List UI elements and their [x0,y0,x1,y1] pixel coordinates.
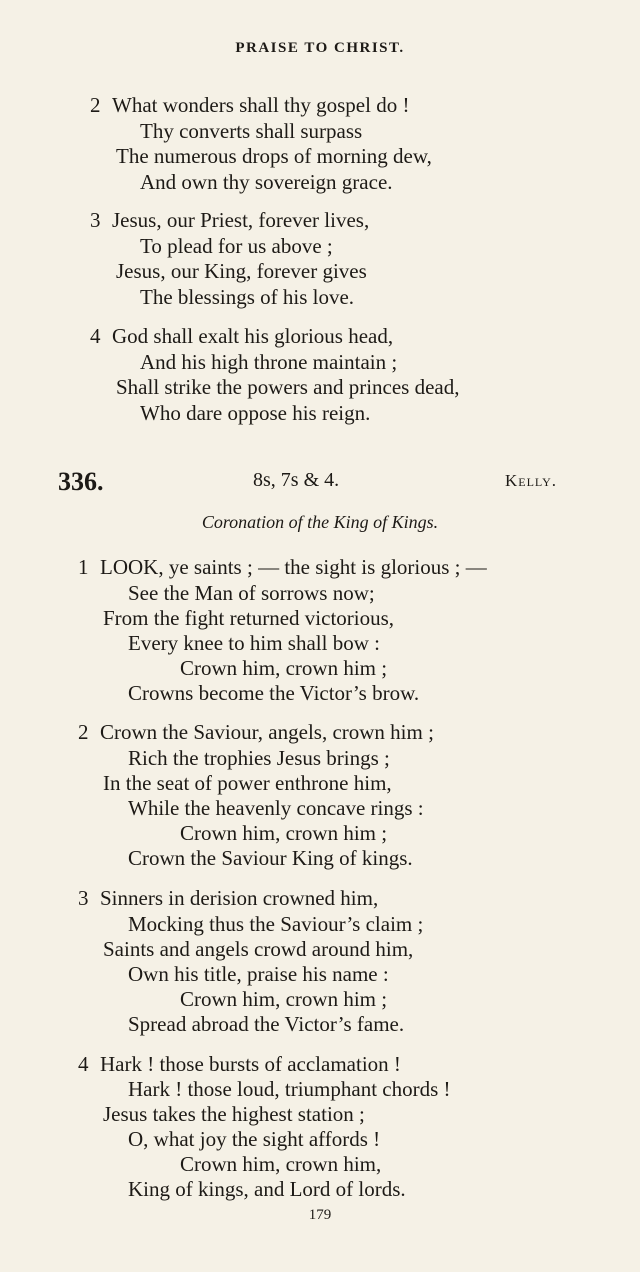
stanza-number: 2 [78,720,89,744]
page-number: 179 [308,1207,332,1223]
stanza-number: 1 [78,555,89,579]
hymn-title: Coronation of the King of Kings. [201,512,439,532]
stanza-line: The blessings of his love. [140,285,355,309]
stanza-line: Jesus takes the highest station ; [103,1102,365,1126]
stanza-line: And his high throne maintain ; [140,350,398,374]
stanza-line: 3 Sinners in derision crowned him, [78,886,379,910]
stanza-number: 3 [78,886,89,910]
running-header: PRAISE TO CHRIST. [235,40,405,56]
refrain-line: Crown him, crown him ; [180,821,388,845]
stanza-line: Crown the Saviour King of kings. [128,846,413,870]
hymn-number: 336. [58,467,104,496]
stanza-line: 4 God shall exalt his glorious head, [90,324,394,348]
stanza-number: 4 [78,1052,89,1076]
stanza-line: Jesus, our King, forever gives [116,259,367,283]
stanza-line: Thy converts shall surpass [140,119,363,143]
stanza-line: 1 LOOK, ye saints ; — the sight is glorious ; — [78,555,487,579]
stanza-line: Shall strike the powers and princes dead, [116,375,460,399]
stanza-line: Who dare oppose his reign. [140,401,371,425]
stanza-line: 4 Hark ! those bursts of acclamation ! [78,1052,401,1076]
stanza-line: Mocking thus the Saviour’s claim ; [128,912,424,936]
stanza-line: Own his title, praise his name : [128,962,389,986]
stanza-line: O, what joy the sight affords ! [128,1127,381,1151]
stanza-number: 4 [90,324,101,348]
stanza-line: While the heavenly concave rings : [128,796,424,820]
stanza-line: In the seat of power enthrone him, [103,771,392,795]
stanza-line: To plead for us above ; [140,234,333,258]
stanza-line: Spread abroad the Victor’s fame. [128,1012,405,1036]
stanza-line: Every knee to him shall bow : [128,631,380,655]
stanza-line: And own thy sovereign grace. [140,170,393,194]
stanza-number: 3 [90,208,101,232]
stanza-line: The numerous drops of morning dew, [116,144,432,168]
stanza-line: Hark ! those loud, triumphant chords ! [128,1077,451,1101]
stanza-line: King of kings, and Lord of lords. [128,1177,406,1201]
stanza-line: From the fight returned victorious, [103,606,395,630]
stanza-line: Saints and angels crowd around him, [103,937,414,961]
stanza-line: Rich the trophies Jesus brings ; [128,746,390,770]
refrain-line: Crown him, crown him ; [180,987,388,1011]
refrain-line: Crown him, crown him ; [180,656,388,680]
refrain-line: Crown him, crown him, [180,1152,382,1176]
hymn-meter: 8s, 7s & 4. [253,469,340,491]
stanza-line: 2 What wonders shall thy gospel do ! [90,93,410,117]
stanza-line: Crowns become the Victor’s brow. [128,681,420,705]
hymn-heading [0,467,640,497]
hymn-tune: Kelly. [505,471,557,490]
stanza-number: 2 [90,93,101,117]
stanza-line: 2 Crown the Saviour, angels, crown him ; [78,720,434,744]
stanza-line: 3 Jesus, our Priest, forever lives, [90,208,370,232]
stanza-line: See the Man of sorrows now; [128,581,375,605]
